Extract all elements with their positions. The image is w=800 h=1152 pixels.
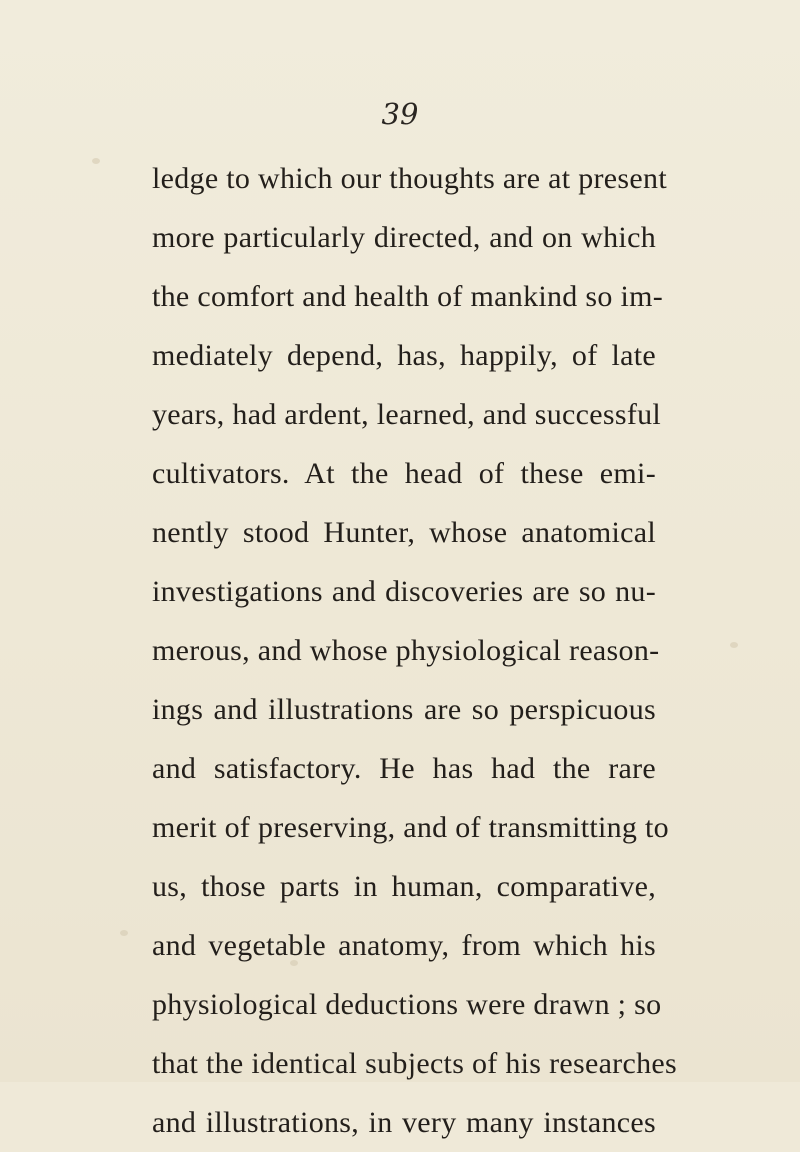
paper-spot (730, 642, 738, 648)
text-line: cultivators. At the head of these emi- (152, 457, 656, 490)
text-line: nently stood Hunter, whose anatomical (152, 516, 656, 549)
paper-spot (92, 158, 100, 164)
text-line: ledge to which our thoughts are at present (152, 162, 667, 195)
text-line: and illustrations, in very many instances (152, 1106, 656, 1139)
text-line: merous, and whose physiological reason- (152, 634, 660, 667)
page-number: 39 (381, 97, 419, 131)
text-line: more particularly directed, and on which (152, 221, 656, 254)
text-line: and vegetable anatomy, from which his (152, 929, 656, 962)
text-line: years, had ardent, learned, and successful (152, 398, 662, 431)
body-text (152, 149, 677, 1152)
text-line: merit of preserving, and of transmitting to (152, 811, 669, 844)
text-line: physiological deductions were drawn ; so (152, 988, 662, 1021)
text-line: that the identical subjects of his researches (152, 1047, 677, 1080)
text-line: and satisfactory. He has had the rare (152, 752, 656, 785)
text-line: investigations and discoveries are so nu- (152, 575, 656, 608)
paper-spot (120, 930, 128, 936)
text-line: the comfort and health of mankind so im- (152, 280, 664, 313)
text-line: ings and illustrations are so perspicuous (152, 693, 656, 726)
text-line: mediately depend, has, happily, of late (152, 339, 656, 372)
text-line: us, those parts in human, comparative, (152, 870, 656, 903)
